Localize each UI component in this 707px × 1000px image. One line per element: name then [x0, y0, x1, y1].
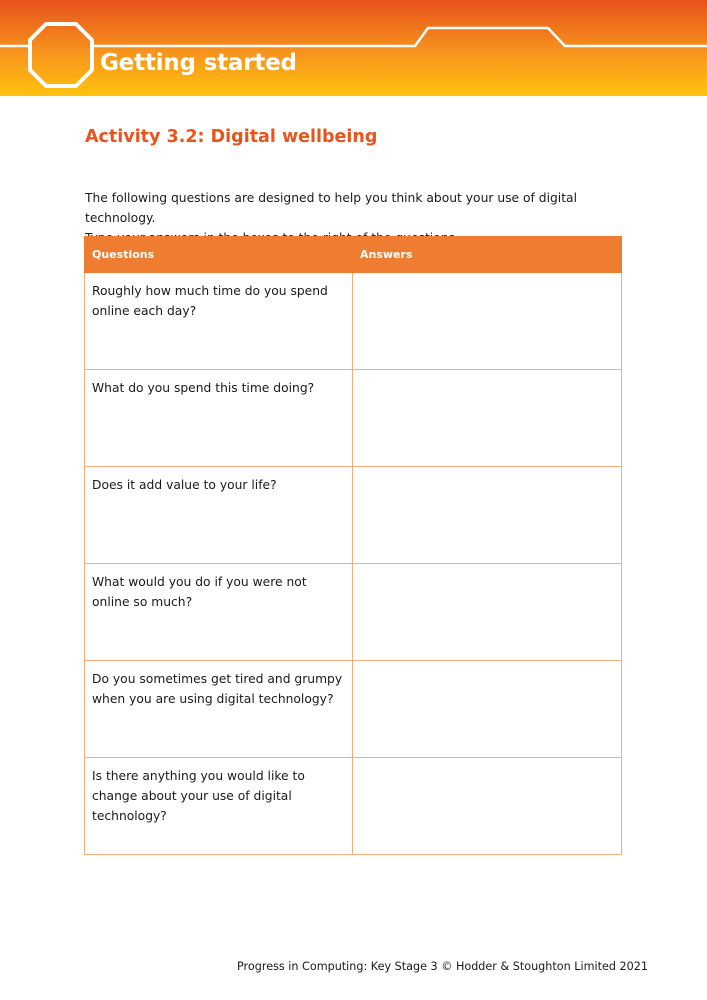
table-row [85, 370, 622, 467]
answer-box[interactable] [353, 564, 621, 652]
banner-graphic [0, 0, 707, 96]
intro-line-1: The following questions are designed to help you think about your use of digital technology. [85, 191, 577, 225]
table-header-row [85, 237, 622, 273]
answer-box[interactable] [353, 758, 621, 846]
table-row [85, 661, 622, 758]
answer-cell[interactable] [353, 273, 622, 370]
question-cell: Is there anything you would like to change about your use of digital technology? [85, 758, 353, 855]
table-row [85, 564, 622, 661]
answer-cell[interactable] [353, 564, 622, 661]
answer-box[interactable] [353, 370, 621, 458]
answer-cell[interactable] [353, 758, 622, 855]
banner-background [0, 0, 707, 96]
questions-column-header: Questions [85, 237, 353, 273]
table-row [85, 758, 622, 855]
question-cell: Does it add value to your life? [85, 467, 353, 564]
answer-cell[interactable] [353, 370, 622, 467]
answer-cell[interactable] [353, 661, 622, 758]
question-cell: Roughly how much time do you spend online each day? [85, 273, 353, 370]
answers-column-header: Answers [353, 237, 622, 273]
answer-box[interactable] [353, 273, 621, 361]
table-row [85, 273, 622, 370]
questions-table [84, 236, 622, 855]
footer-copyright: Progress in Computing: Key Stage 3 © Hodder & Stoughton Limited 2021 [237, 960, 648, 973]
answer-cell[interactable] [353, 467, 622, 564]
question-cell: What do you spend this time doing? [85, 370, 353, 467]
activity-title: Activity 3.2: Digital wellbeing [85, 127, 378, 147]
question-cell: What would you do if you were not online so much? [85, 564, 353, 661]
answer-box[interactable] [353, 661, 621, 749]
question-cell: Do you sometimes get tired and grumpy when you are using digital technology? [85, 661, 353, 758]
header-banner [0, 0, 707, 96]
table-row [85, 467, 622, 564]
page-title: Getting started [100, 50, 297, 76]
answer-box[interactable] [353, 467, 621, 555]
